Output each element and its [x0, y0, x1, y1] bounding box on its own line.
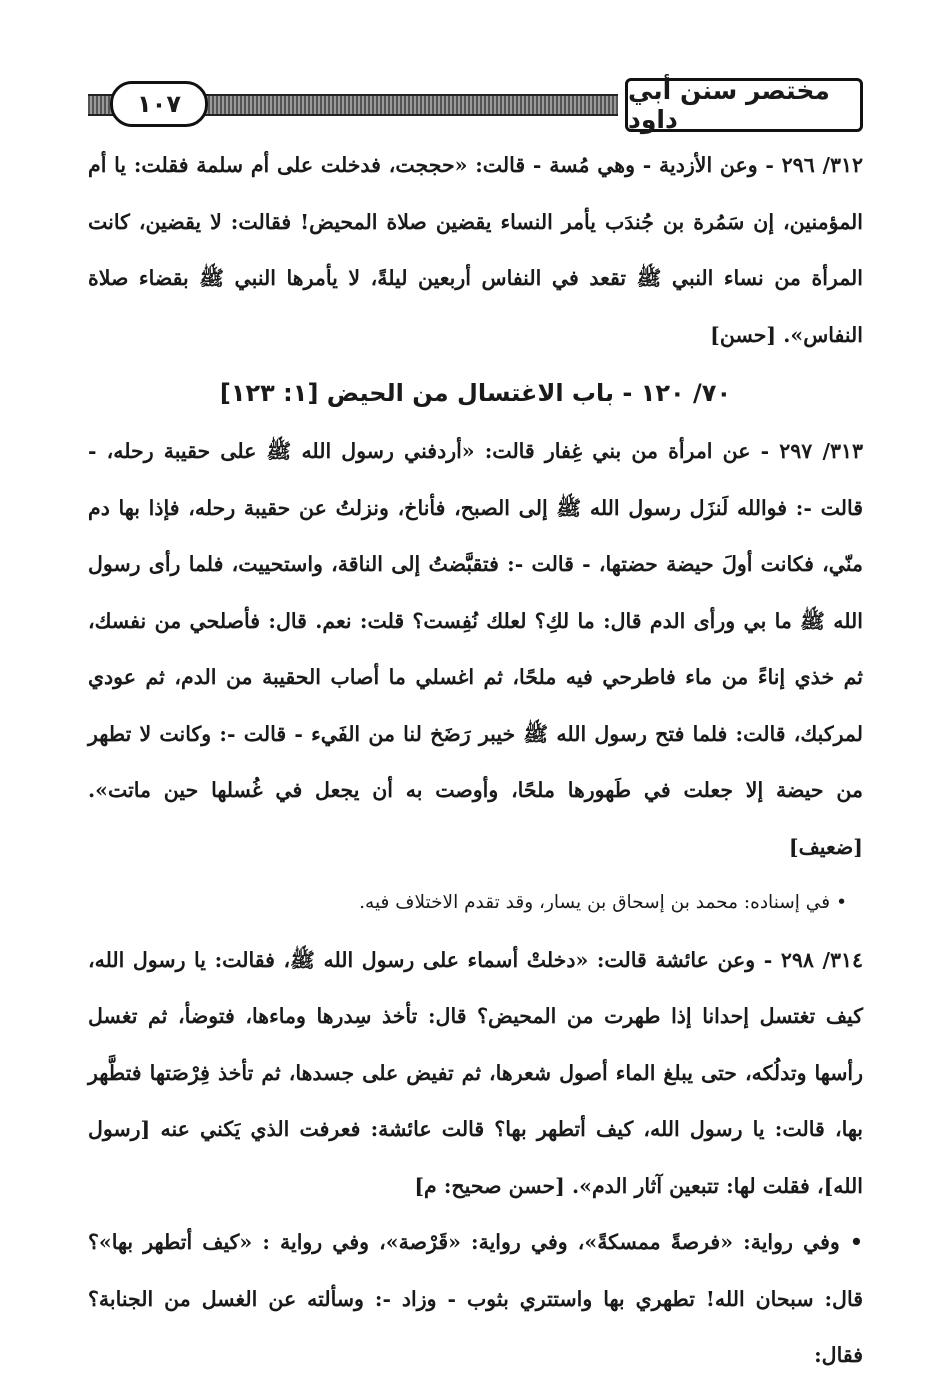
bullet-icon: • [839, 1230, 863, 1254]
footnote-313 [88, 875, 863, 932]
bullet-icon: • [836, 892, 847, 913]
hadith-313: ٣١٣/ ٢٩٧ - عن امرأة من بني غِفار قالت: «أردفني رسول الله ﷺ على حقيبة رحله، - قالت -: فوالله لَنزَل رسول الله ﷺ إلى الصبح، فأناخ، ونزلتُ عن حقيبة رحله، فإذا بها دم منّي، فكانت أولَ حيضة حضتها، - قالت -: فتقبَّضتُ إلى الناقة، واستحييت، فلما رأى رسول الله ﷺ ما بي ورأى الدم قال: ما لكِ؟ لعلك نُفِست؟ قلت: نعم. قال: فأصلحي من نفسك، ثم خذي إناءً من ماء فاطرحي فيه ملحًا، ثم اغسلي ما أصاب الحقيبة من الدم، ثم عودي لمركبك، قالت: فلما فتح رسول الله ﷺ خيبر رَضَخ لنا من الفَيء - قالت -: وكانت لا تطهر من حيضة إلا جعلت في طَهورها ملحًا، وأوصت به أن يجعل في غُسلها حين ماتت». [ضعيف] [88, 439, 863, 859]
hadith-314: ٣١٤/ ٢٩٨ - وعن عائشة قالت: «دخلتْ أسماء على رسول الله ﷺ، فقالت: يا رسول الله، كيف تغتسل إحدانا إذا طهرت من المحيض؟ قال: تأخذ سِدرها وماءها، فتوضأ، ثم تغسل رأسها وتدلُكه، حتى يبلغ الماء أصول شعرها، ثم تفيض على جسدها، ثم تأخذ فِرْصَتها فتطَّهر بها، قالت: يا رسول الله، كيف أتطهر بها؟ قالت عائشة: فعرفت الذي يَكني عنه [رسول الله]، فقلت لها: تتبعين آثار الدم». [حسن صحيح: م] [88, 947, 863, 1198]
footnote-314-text: وفي رواية: «فرصةً ممسكةً»، وفي رواية: «قَرْصة»، وفي رواية : «كيف أتطهر بها»؟ قال: سبحان الله! تطهري بها واستتري بثوب - وزاد -: وسألته عن الغسل من الجنابة؟ فقال: [88, 1230, 863, 1367]
page-number: ١٠٧ [110, 81, 208, 127]
footnote-314 [88, 1214, 863, 1384]
page-body [88, 137, 863, 1384]
hadith-312: ٣١٢/ ٢٩٦ - وعن الأزدية - وهي مُسة - قالت: «حججت، فدخلت على أم سلمة فقلت: يا أم المؤمنين، إن سَمُرة بن جُندَب يأمر النساء يقضين صلاة المحيض! فقالت: لا يقضين، كانت المرأة من نساء النبي ﷺ تقعد في النفاس أربعين ليلةً، لا يأمرها النبي ﷺ بقضاء صلاة النفاس». [حسن] [88, 153, 864, 347]
footnote-313-text: في إسناده: محمد بن إسحاق بن يسار، وقد تقدم الاختلاف فيه. [359, 892, 831, 913]
page-header [88, 78, 863, 134]
book-title: مختصر سنن أبي داود [625, 78, 863, 132]
chapter-heading: ٧٠/ ١٢٠ - باب الاغتسال من الحيض [١: ١٢٣] [219, 379, 732, 407]
